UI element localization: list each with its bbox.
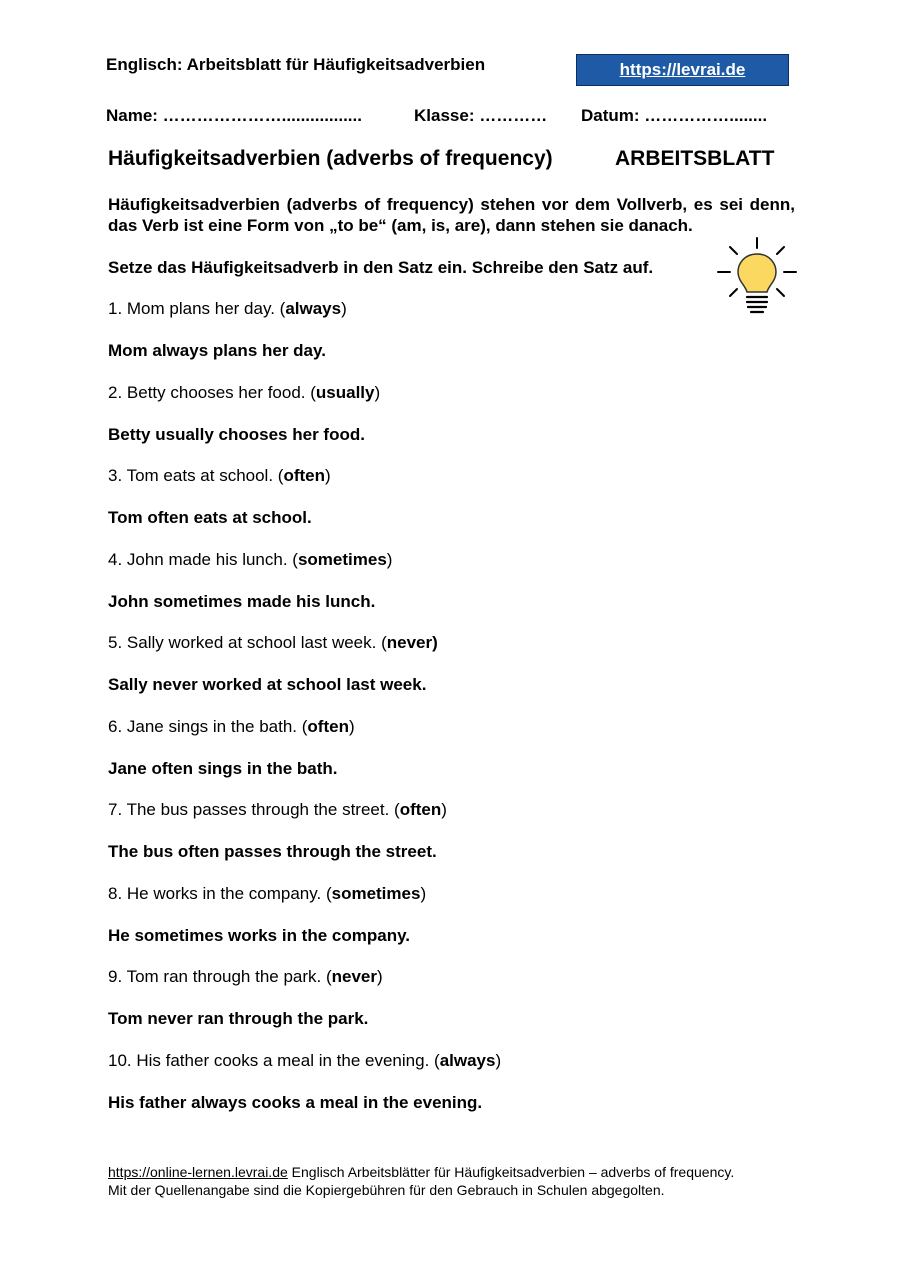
exercise-close: ) <box>377 967 383 986</box>
exercise-answer: He sometimes works in the company. <box>108 926 410 945</box>
site-link-box[interactable] <box>576 54 789 86</box>
class-field: Klasse: ………… <box>414 106 548 125</box>
exercise-answer: Jane often sings in the bath. <box>108 759 338 778</box>
exercise-adverb: often <box>307 717 349 736</box>
exercise-adverb: sometimes <box>297 550 387 569</box>
exercise-close: ) <box>324 466 331 485</box>
exercise-answer: His father always cooks a meal in the evening. <box>108 1093 483 1112</box>
date-field: Datum: ……………........ <box>581 106 768 125</box>
exercise-answer: The bus often passes through the street. <box>108 842 437 861</box>
site-link[interactable]: https://levrai.de <box>619 60 746 79</box>
exercise-close: ) <box>420 884 427 903</box>
exercise-sentence: 7. The bus passes through the street. ( <box>108 800 400 819</box>
exercise-adverb: never) <box>386 633 438 652</box>
footer-link[interactable]: https://online-lernen.levrai.de <box>108 1164 288 1180</box>
worksheet-header-title: Englisch: Arbeitsblatt für Häufigkeitsadverbien <box>106 55 486 74</box>
exercise-prompt <box>108 383 380 403</box>
page-title: Häufigkeitsadverbien (adverbs of frequency) <box>108 147 553 170</box>
footer-line-1 <box>108 1163 734 1181</box>
intro-paragraph: Häufigkeitsadverbien (adverbs of frequency) stehen vor dem Vollverb, es sei denn, das Verb ist eine Form von „to be“ (am, is, are), dann stehen sie danach. <box>108 195 795 235</box>
exercise-sentence: 1. Mom plans her day. ( <box>108 299 286 318</box>
exercise-sentence: 5. Sally worked at school last week. ( <box>108 633 387 652</box>
exercise-prompt <box>108 884 426 904</box>
exercise-sentence: 3. Tom eats at school. ( <box>108 466 284 485</box>
exercise-prompt <box>108 717 355 737</box>
exercise-prompt <box>108 800 447 820</box>
exercise-answer: Tom often eats at school. <box>108 508 312 527</box>
exercise-adverb: often <box>283 466 325 485</box>
exercise-answer: John sometimes made his lunch. <box>108 592 376 611</box>
exercise-answer: Betty usually chooses her food. <box>108 425 365 444</box>
exercise-prompt <box>108 633 438 653</box>
exercise-prompt <box>108 466 331 486</box>
exercise-close: ) <box>341 299 347 318</box>
instruction-text: Setze das Häufigkeitsadverb in den Satz ein. Schreibe den Satz auf. <box>108 258 654 277</box>
exercise-prompt <box>108 967 383 987</box>
name-field: Name: …………………................. <box>106 106 362 125</box>
exercise-answer: Tom never ran through the park. <box>108 1009 369 1028</box>
exercise-answer: Mom always plans her day. <box>108 341 326 360</box>
exercise-prompt <box>108 299 347 319</box>
lightbulb-icon <box>714 234 800 318</box>
exercise-adverb: always <box>439 1051 496 1070</box>
exercise-adverb: sometimes <box>331 884 421 903</box>
footer-line-1-text: Englisch Arbeitsblätter für Häufigkeitsadverbien – adverbs of frequency. <box>287 1164 735 1180</box>
exercise-close: ) <box>374 383 381 402</box>
exercise-sentence: 9. Tom ran through the park. ( <box>108 967 332 986</box>
exercise-close: ) <box>348 717 355 736</box>
exercise-adverb: often <box>399 800 442 819</box>
exercise-sentence: 2. Betty chooses her food. ( <box>108 383 316 402</box>
footer-line-2: Mit der Quellenangabe sind die Kopiergebühren für den Gebrauch in Schulen abgegolten. <box>108 1182 665 1198</box>
footer <box>108 1163 734 1199</box>
exercise-close: ) <box>495 1051 502 1070</box>
exercise-close: ) <box>441 800 447 819</box>
worksheet-label: ARBEITSBLATT <box>615 147 775 170</box>
exercise-adverb: always <box>285 299 342 318</box>
exercise-adverb: usually <box>315 383 375 402</box>
exercise-prompt <box>108 1051 501 1071</box>
exercise-prompt <box>108 550 392 570</box>
exercise-sentence: 4. John made his lunch. ( <box>108 550 298 569</box>
exercise-sentence: 10. His father cooks a meal in the evening. ( <box>108 1051 440 1070</box>
exercise-adverb: never <box>331 967 378 986</box>
exercise-close: ) <box>386 550 393 569</box>
exercise-sentence: 6. Jane sings in the bath. ( <box>108 717 308 736</box>
exercise-answer: Sally never worked at school last week. <box>108 675 427 694</box>
exercise-sentence: 8. He works in the company. ( <box>108 884 332 903</box>
